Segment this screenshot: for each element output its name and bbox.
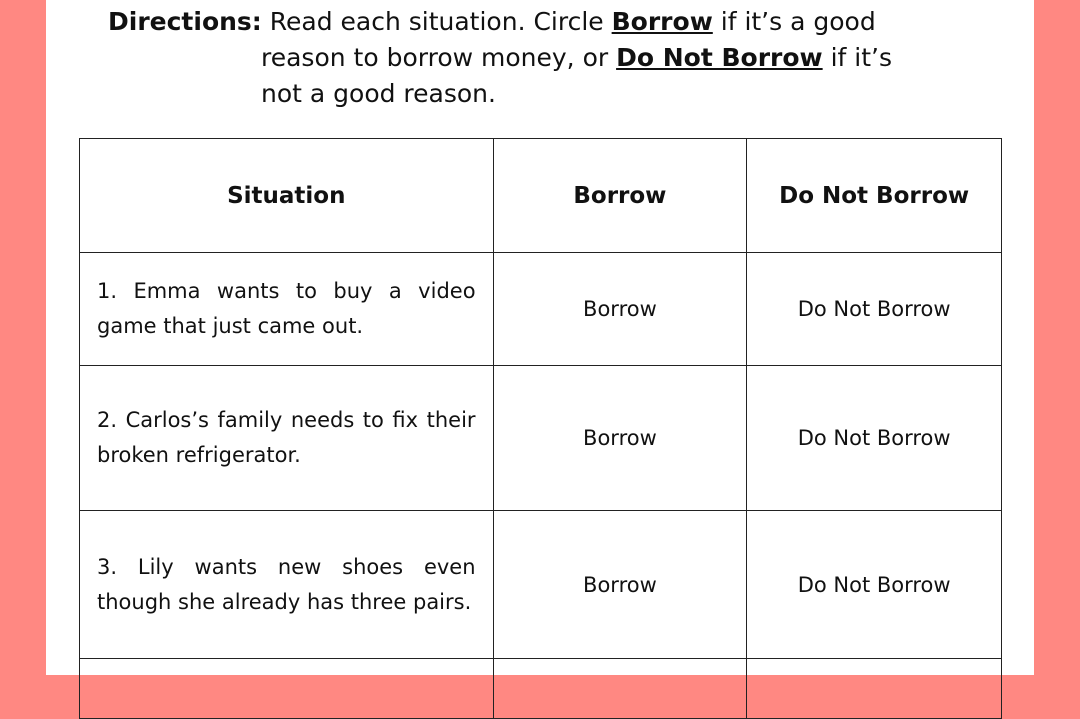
table-header [80,139,1002,253]
borrow-option[interactable]: Borrow [493,253,747,366]
do-not-borrow-option[interactable]: Do Not Borrow [747,253,1002,366]
do-not-borrow-emphasis: Do Not Borrow [616,43,823,72]
situation-cell-empty [80,659,494,719]
borrow-option[interactable]: Borrow [493,511,747,659]
directions-text: Read each situation. Circle [261,7,612,36]
directions-text: if it’s [822,43,893,72]
header-do-not-borrow: Do Not Borrow [747,139,1002,253]
situation-cell: 2. Carlos’s family needs to fix their broken refrigerator. [80,366,494,511]
do-not-borrow-option[interactable]: Do Not Borrow [747,366,1002,511]
do-not-borrow-cell-empty [747,659,1002,719]
header-borrow: Borrow [493,139,747,253]
header-situation: Situation [80,139,494,253]
situation-cell: 1. Emma wants to buy a video game that just came out. [80,253,494,366]
table-row [80,511,1002,659]
directions [108,4,988,112]
situation-cell: 3. Lily wants new shoes even though she already has three pairs. [80,511,494,659]
directions-text: not a good reason. [261,79,496,108]
borrow-option[interactable]: Borrow [493,366,747,511]
directions-text: if it’s a good [712,7,876,36]
table-row [80,366,1002,511]
borrow-emphasis: Borrow [611,7,713,36]
do-not-borrow-option[interactable]: Do Not Borrow [747,511,1002,659]
directions-text: reason to borrow money, or [261,43,617,72]
directions-label: Directions: [108,7,262,36]
worksheet-page [46,0,1034,675]
table-row [80,253,1002,366]
borrow-cell-empty [493,659,747,719]
situations-table [79,138,1002,719]
table-row-partial [80,659,1002,719]
